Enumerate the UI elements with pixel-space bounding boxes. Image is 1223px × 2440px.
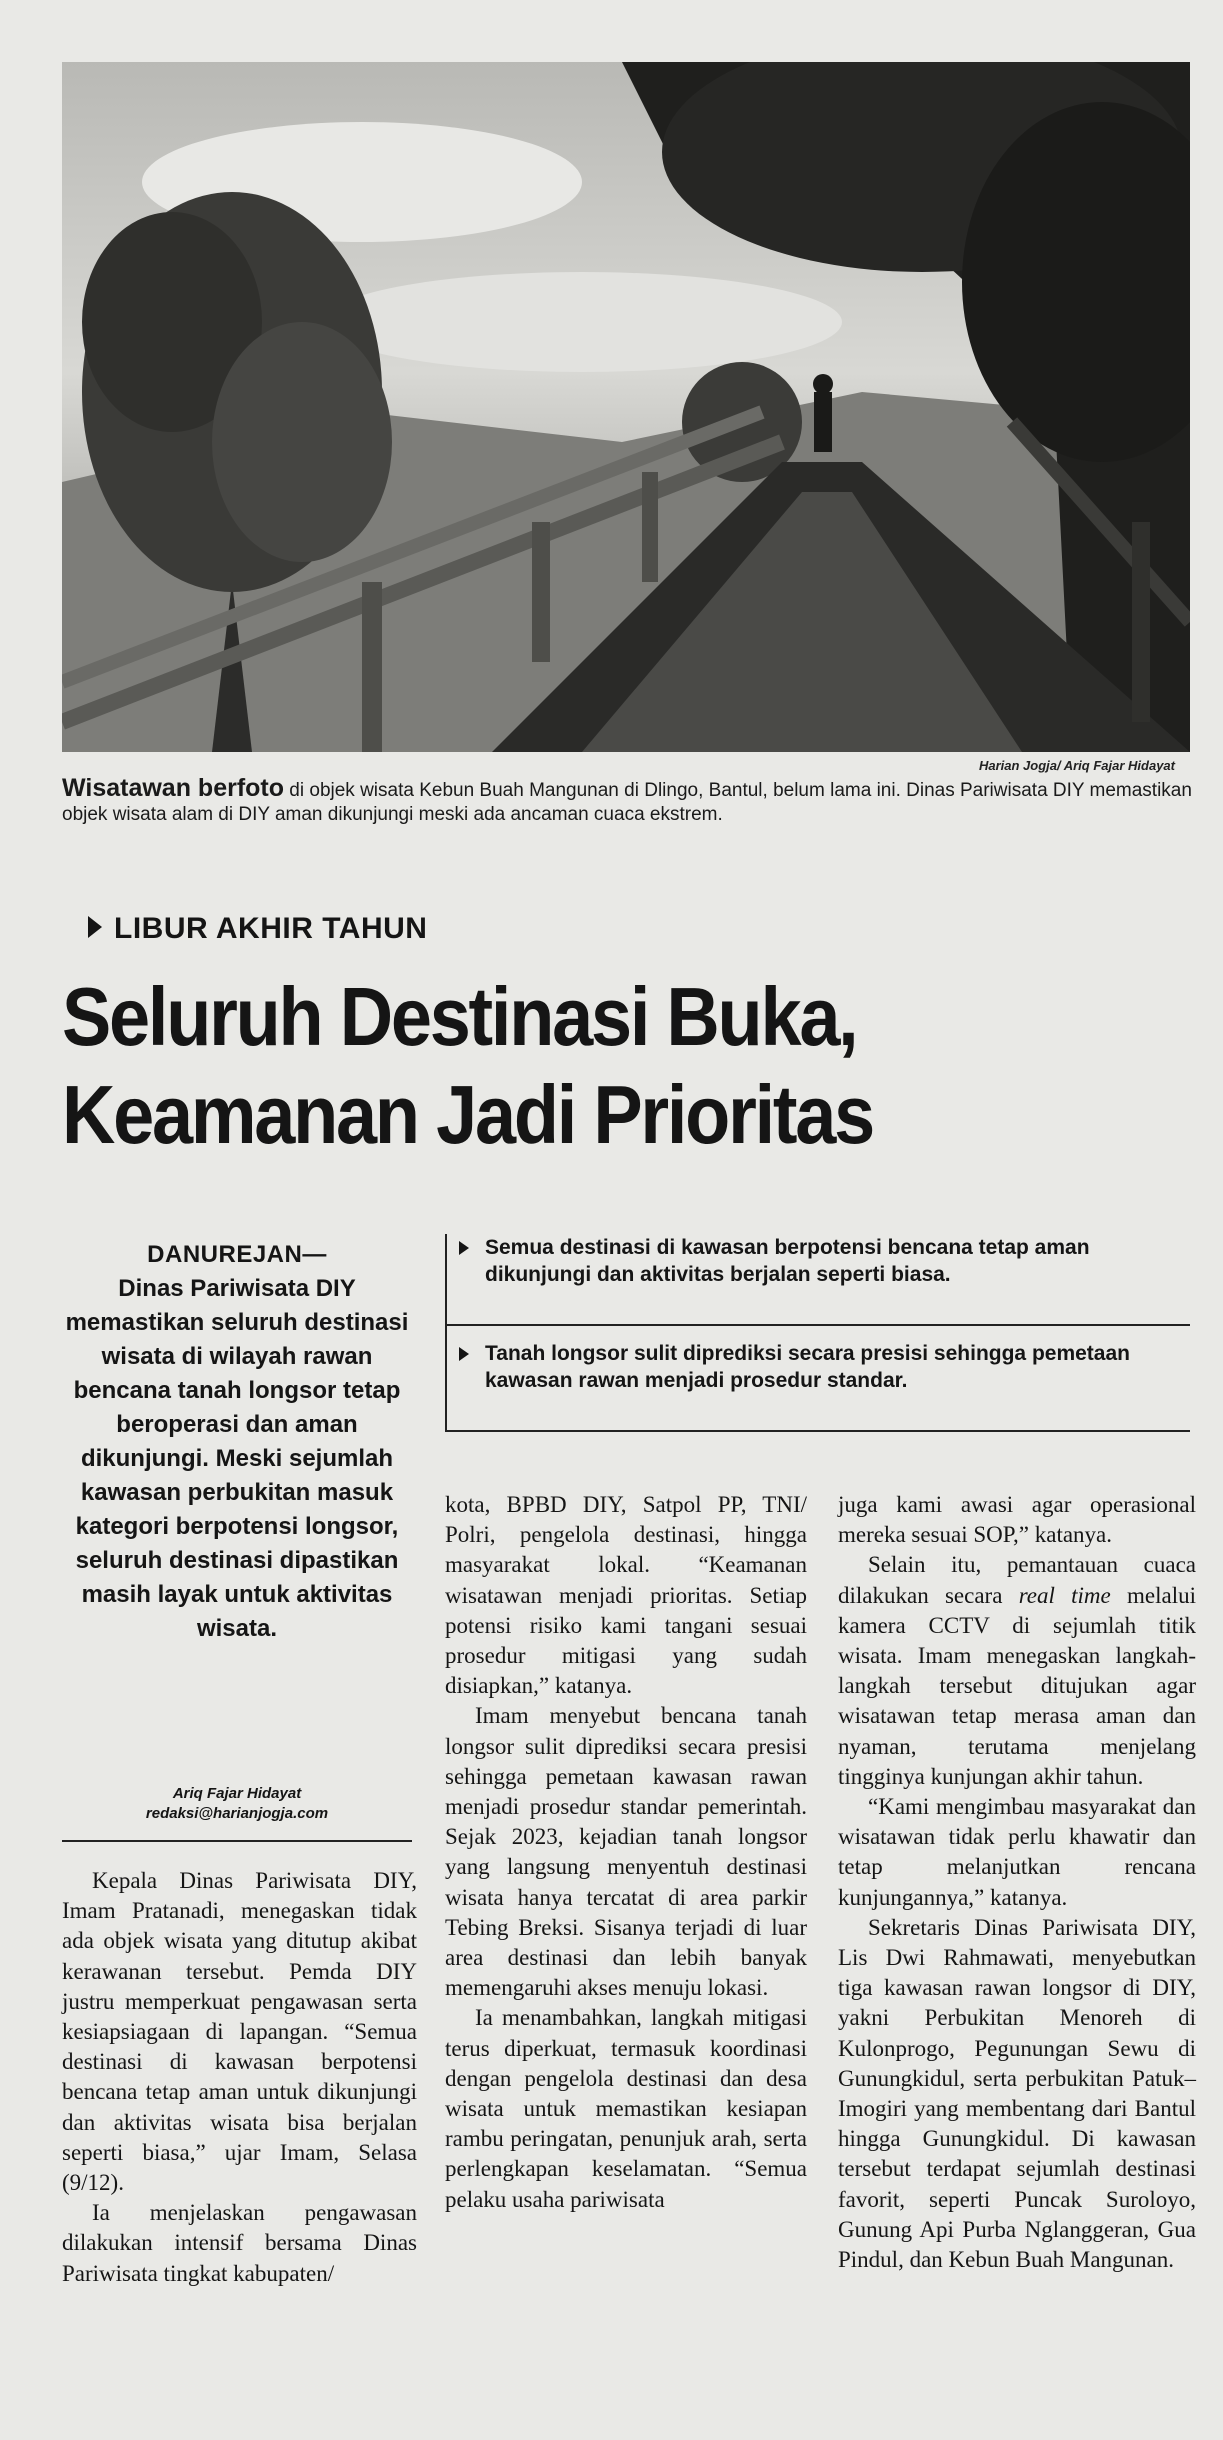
highlight-item-2 — [445, 1340, 1190, 1394]
paragraph: juga kami awasi agar operasional mereka sesuai SOP,” katanya. — [838, 1492, 1196, 1548]
author-name: Ariq Fajar Hidayat — [172, 1785, 302, 1802]
highlight-text-2: Tanah longsor sulit diprediksi secara presisi sehingga pemetaan kawasan rawan menjadi prosedur standar. — [485, 1342, 1130, 1392]
photo-caption — [62, 776, 1192, 827]
body-column-1 — [62, 1866, 417, 2289]
article-lede — [62, 1238, 412, 1646]
body-column-2 — [445, 1490, 807, 2215]
paragraph: Ia menambahkan, langkah mitigasi terus diperkuat, termasuk koordinasi dengan pengelola destinasi dan desa wisata untuk memastikan kesiapan rambu peringatan, penunjuk arah, serta perlengkapan keselamatan. “Semua pelaku usaha pariwisata — [445, 2005, 807, 2212]
highlights-bottom-border — [445, 1430, 1190, 1432]
highlight-item-1 — [445, 1234, 1190, 1288]
paragraph-text: melalui kamera CCTV di sejumlah titik wisata. Imam menegaskan langkah-langkah tersebut ditujukan agar wisatawan tetap merasa aman dan nyaman, terutama menjelang tingginya kunjungan akhir tahun. — [838, 1582, 1196, 1789]
triangle-bullet-icon — [459, 1241, 469, 1255]
caption-lead: Wisatawan berfoto — [62, 774, 285, 802]
headline-line-2: Keamanan Jadi Prioritas — [62, 1068, 873, 1161]
headline-line-1: Seluruh Destinasi Buka, — [62, 970, 857, 1063]
body-column-3 — [838, 1490, 1196, 2275]
article-headline — [62, 968, 1086, 1164]
highlight-text-1: Semua destinasi di kawasan berpotensi bencana tetap aman dikunjungi dan aktivitas berjalan seperti biasa. — [485, 1236, 1090, 1286]
byline-divider — [62, 1840, 412, 1842]
paragraph: kota, BPBD DIY, Satpol PP, TNI/ Polri, pengelola destinasi, hingga masyarakat lokal. “Keamanan wisatawan menjadi prioritas. Setiap potensi risiko kami tangani sesuai prosedur mitigasi yang sudah disiapkan,” katanya. — [445, 1492, 807, 1699]
triangle-bullet-icon — [88, 916, 102, 938]
author-email: redaksi@harianjogja.com — [145, 1805, 329, 1822]
byline — [62, 1784, 412, 1824]
triangle-bullet-icon — [459, 1347, 469, 1361]
kicker-text: LIBUR AKHIR TAHUN — [114, 912, 428, 945]
caption-text: di objek wisata Kebun Buah Mangunan di Dlingo, Bantul, belum lama ini. Dinas Pariwisata DIY memastikan objek wisata alam di DIY aman dikunjungi meski ada ancaman cuaca ekstrem. — [62, 780, 1192, 825]
paragraph: Ia menjelaskan pengawasan dilakukan intensif bersama Dinas Pariwisata tingkat kabupaten/ — [62, 2200, 417, 2286]
lede-text: Dinas Pariwisata DIY memastikan seluruh destinasi wisata di wilayah rawan bencana tanah longsor tetap beroperasi dan aman dikunjungi. Meski sejumlah kawasan perbukitan masuk kategori berpotensi longsor, seluruh destinasi dipastikan masih layak untuk aktivitas wisata. — [65, 1275, 409, 1642]
paragraph — [838, 1550, 1196, 1792]
paragraph: Kepala Dinas Pariwisata DIY, Imam Pratanadi, menegaskan tidak ada objek wisata yang ditutup akibat kerawanan tersebut. Pemda DIY justru memperkuat pengawasan serta kesiapsiagaan di lapangan. “Semua destinasi di kawasan berpotensi bencana tetap aman untuk dikunjungi dan aktivitas wisata bisa berjalan seperti biasa,” ujar Imam, Selasa (9/12). — [62, 1868, 417, 2196]
paragraph-text: Selain itu, pemantauan cuaca dilakukan secara — [838, 1552, 1196, 1608]
paragraph: Sekretaris Dinas Pariwisata DIY, Lis Dwi Rahmawati, menyebutkan tiga kawasan rawan longsor di DIY, yakni Perbukitan Menoreh di Kulonprogo, Pegunungan Sewu di Gunungkidul, serta perbukitan Patuk–Imogiri yang membentang dari Bantul hingga Gunungkidul. Di kawasan tersebut terdapat sejumlah destinasi favorit, seperti Puncak Suroloyo, Gunung Api Purba Nglanggeran, Gua Pindul, dan Kebun Buah Mangunan. — [838, 1914, 1196, 2273]
article-photo — [62, 62, 1190, 752]
paragraph: Imam menyebut bencana tanah longsor sulit diprediksi secara presisi sehingga pemetaan kawasan rawan menjadi prosedur standar pemerintah. Sejak 2023, kejadian tanah longsor yang langsung menyentuh destinasi wisata hanya tercatat di area parkir Tebing Breksi. Sisanya terjadi di luar area destinasi dan lebih banyak memengaruhi akses menuju lokasi. — [445, 1703, 807, 2001]
paragraph: “Kami mengimbau masyarakat dan wisatawan tidak perlu khawatir dan tetap melanjutkan rencana kunjungannya,” katanya. — [838, 1794, 1196, 1910]
landscape-photo-illustration — [62, 62, 1190, 752]
highlights-divider — [445, 1324, 1190, 1326]
dateline: DANUREJAN— — [147, 1241, 327, 1268]
emphasis-text: real time — [1018, 1582, 1111, 1608]
photo-credit: Harian Jogja/ Ariq Fajar Hidayat — [978, 758, 1175, 773]
section-kicker — [88, 912, 427, 946]
